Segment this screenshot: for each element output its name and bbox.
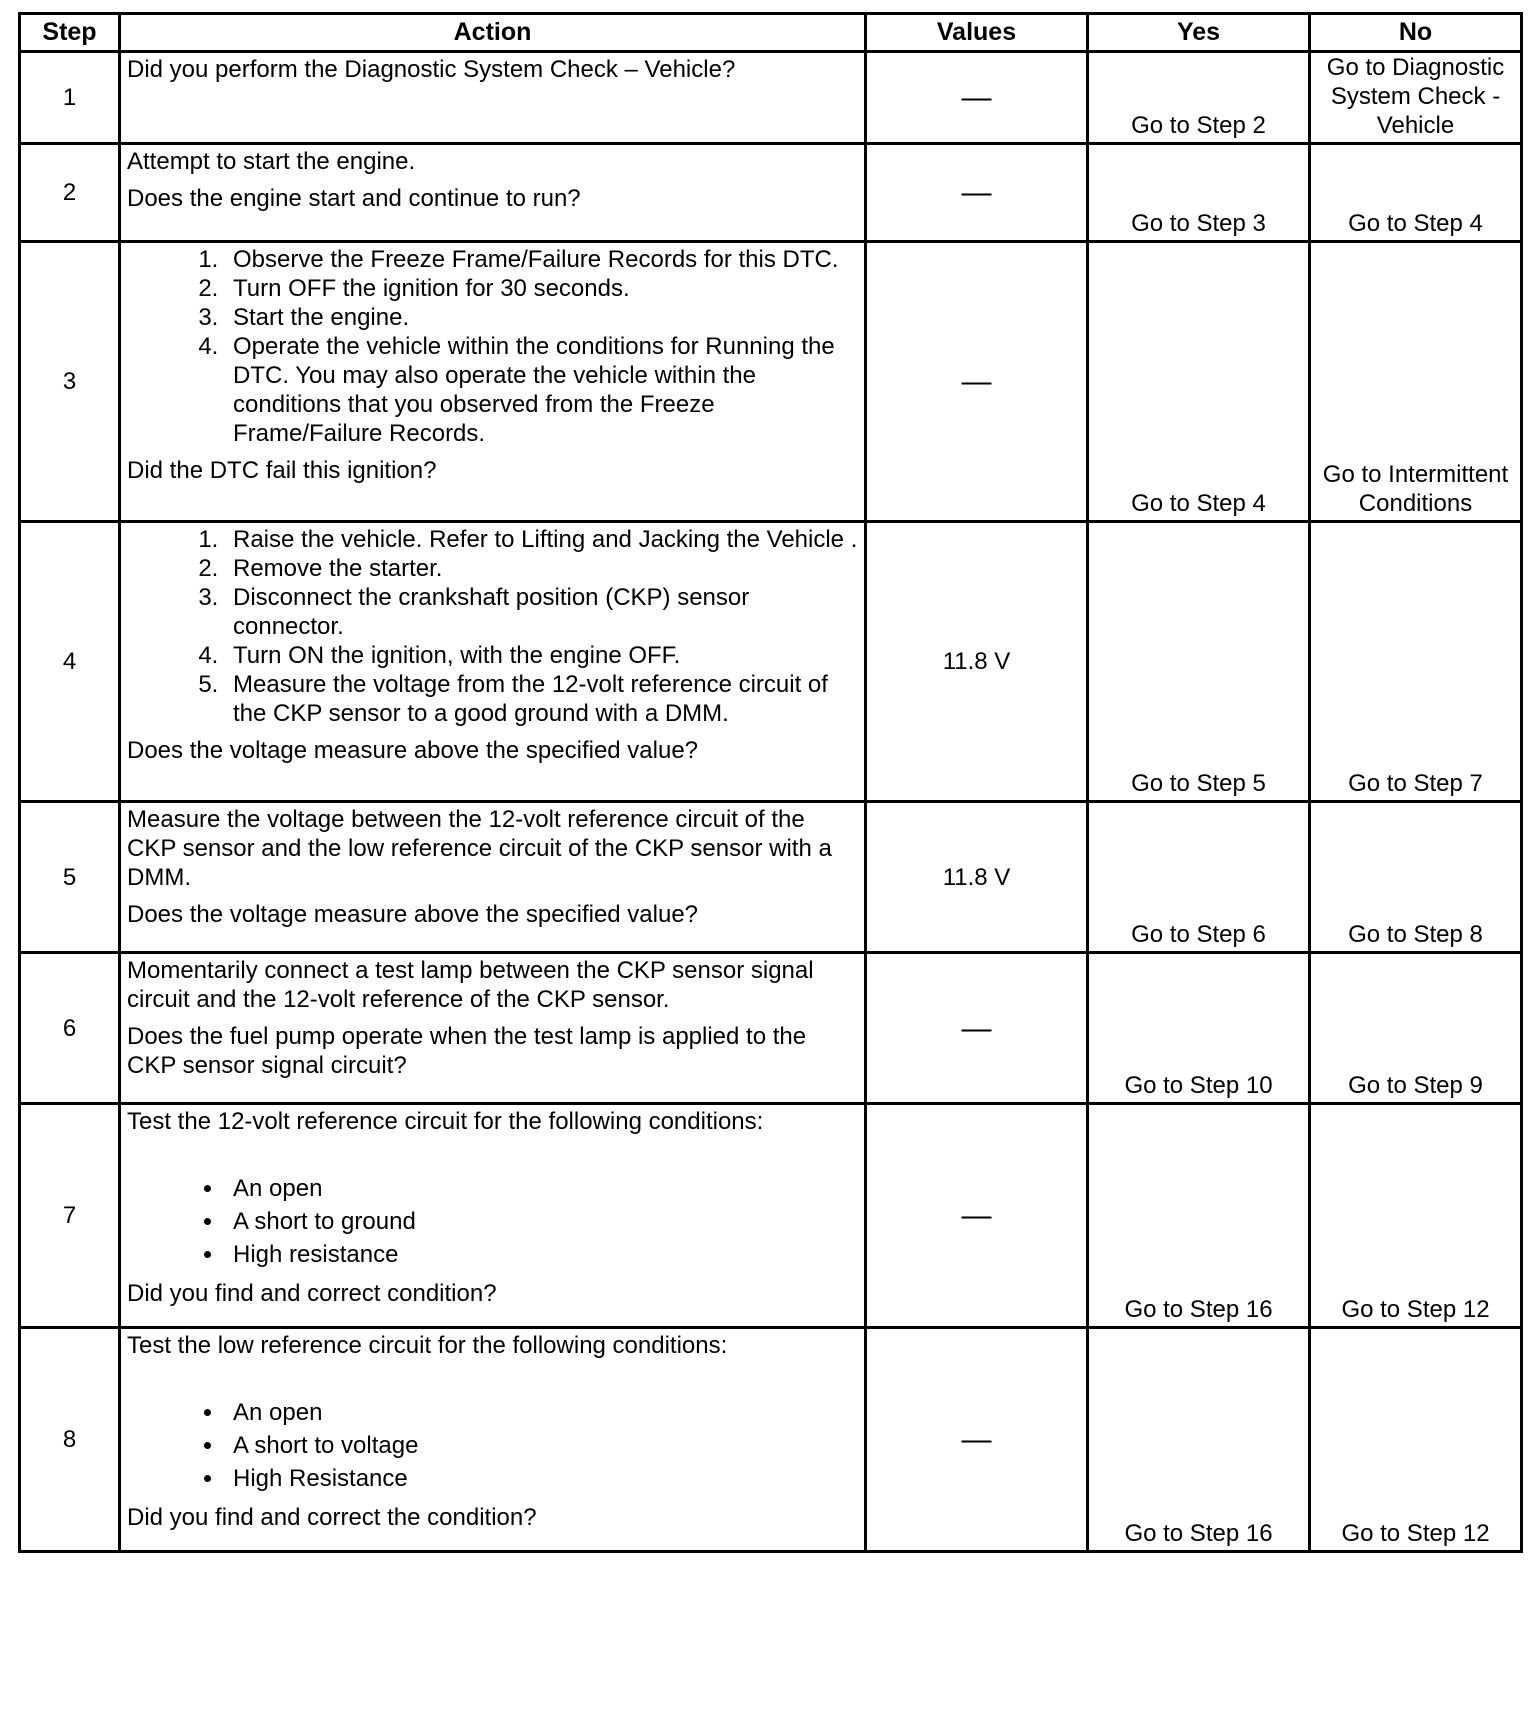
action-content xyxy=(121,954,864,1083)
step-number: 8 xyxy=(20,1328,120,1552)
action-cell xyxy=(120,1328,866,1552)
action-cell xyxy=(120,522,866,802)
procedure-item: 2. Remove the starter. xyxy=(225,554,858,583)
values-cell: — xyxy=(866,1328,1088,1552)
action-text: Did you perform the Diagnostic System Check – Vehicle? xyxy=(127,56,736,83)
no-result: Go to Step 8 xyxy=(1310,802,1522,953)
values-cell: — xyxy=(866,1104,1088,1328)
procedure-item: 4. Turn ON the ignition, with the engine OFF. xyxy=(225,641,858,670)
yes-result: Go to Step 16 xyxy=(1088,1104,1310,1328)
procedure-item: 2. Turn OFF the ignition for 30 seconds. xyxy=(225,274,858,303)
step-number: 4 xyxy=(20,522,120,802)
action-text: Attempt to start the engine. xyxy=(127,148,416,175)
header-action: Action xyxy=(120,14,866,52)
step-number: 2 xyxy=(20,144,120,242)
values-cell: — xyxy=(866,144,1088,242)
action-question: Does the fuel pump operate when the test lamp is applied to the CKP sensor signal circuit? xyxy=(127,1023,807,1079)
action-cell xyxy=(120,242,866,522)
action-text: Test the 12-volt reference circuit for the following conditions: xyxy=(127,1108,764,1135)
action-content xyxy=(121,523,864,768)
values-cell: 11.8 V xyxy=(866,522,1088,802)
yes-result: Go to Step 6 xyxy=(1088,802,1310,953)
table-row xyxy=(20,522,1522,802)
action-cell xyxy=(120,953,866,1104)
condition-item: • High Resistance xyxy=(225,1462,858,1495)
step-number: 7 xyxy=(20,1104,120,1328)
procedure-item: 1. Raise the vehicle. Refer to Lifting and Jacking the Vehicle . xyxy=(225,525,858,554)
action-body xyxy=(127,55,858,84)
action-content xyxy=(121,145,864,216)
table-row xyxy=(20,1328,1522,1552)
no-result: Go to Step 12 xyxy=(1310,1328,1522,1552)
header-row xyxy=(20,14,1522,52)
condition-item: • High resistance xyxy=(225,1238,858,1271)
condition-item: • An open xyxy=(225,1172,858,1205)
no-result: Go to Step 9 xyxy=(1310,953,1522,1104)
table-row xyxy=(20,802,1522,953)
action-text: Measure the voltage between the 12-volt reference circuit of the CKP sensor and the low reference circuit of the CKP sensor with a DMM. xyxy=(127,806,832,891)
condition-item: • A short to voltage xyxy=(225,1429,858,1462)
yes-result: Go to Step 3 xyxy=(1088,144,1310,242)
action-body xyxy=(127,956,858,1014)
action-cell xyxy=(120,52,866,144)
action-body xyxy=(127,805,858,892)
no-result: Go to Step 12 xyxy=(1310,1104,1522,1328)
action-cell xyxy=(120,802,866,953)
action-question: Does the voltage measure above the specified value? xyxy=(127,737,699,764)
condition-item: • An open xyxy=(225,1396,858,1429)
procedure-list xyxy=(127,245,858,448)
header-values: Values xyxy=(866,14,1088,52)
table-row xyxy=(20,953,1522,1104)
step-number: 1 xyxy=(20,52,120,144)
table-row xyxy=(20,242,1522,522)
action-body xyxy=(127,1107,858,1271)
diagnostic-table xyxy=(18,12,1523,1553)
action-body xyxy=(127,525,858,728)
no-result: Go to Intermittent Conditions xyxy=(1310,242,1522,522)
action-content xyxy=(121,1329,864,1535)
header-yes: Yes xyxy=(1088,14,1310,52)
table-row xyxy=(20,52,1522,144)
header-no: No xyxy=(1310,14,1522,52)
no-result: Go to Step 4 xyxy=(1310,144,1522,242)
yes-result: Go to Step 5 xyxy=(1088,522,1310,802)
action-body xyxy=(127,147,858,176)
action-text: Test the low reference circuit for the following conditions: xyxy=(127,1332,728,1359)
action-content xyxy=(121,1105,864,1311)
table-row xyxy=(20,1104,1522,1328)
values-cell: — xyxy=(866,52,1088,144)
action-question: Did you find and correct condition? xyxy=(127,1280,497,1307)
procedure-item: 5. Measure the voltage from the 12-volt reference circuit of the CKP sensor to a good ground with a DMM. xyxy=(225,670,858,728)
no-result: Go to Diagnostic System Check - Vehicle xyxy=(1310,52,1522,144)
yes-result: Go to Step 10 xyxy=(1088,953,1310,1104)
condition-list xyxy=(127,1172,858,1271)
action-content xyxy=(121,243,864,488)
yes-result: Go to Step 16 xyxy=(1088,1328,1310,1552)
table-row xyxy=(20,144,1522,242)
action-content xyxy=(121,803,864,932)
action-body xyxy=(127,245,858,448)
action-question: Did the DTC fail this ignition? xyxy=(127,457,437,484)
step-number: 6 xyxy=(20,953,120,1104)
action-question: Does the engine start and continue to run? xyxy=(127,185,581,212)
action-cell xyxy=(120,144,866,242)
action-body xyxy=(127,1331,858,1495)
yes-result: Go to Step 4 xyxy=(1088,242,1310,522)
condition-list xyxy=(127,1396,858,1495)
procedure-item: 3. Disconnect the crankshaft position (CKP) sensor connector. xyxy=(225,583,858,641)
no-result: Go to Step 7 xyxy=(1310,522,1522,802)
values-cell: — xyxy=(866,953,1088,1104)
procedure-item: 4. Operate the vehicle within the conditions for Running the DTC. You may also operate the vehicle within the conditions that you observed from the Freeze Frame/Failure Records. xyxy=(225,332,858,448)
procedure-item: 3. Start the engine. xyxy=(225,303,858,332)
action-question: Does the voltage measure above the specified value? xyxy=(127,901,699,928)
action-text: Momentarily connect a test lamp between the CKP sensor signal circuit and the 12-volt reference of the CKP sensor. xyxy=(127,957,814,1013)
procedure-list xyxy=(127,525,858,728)
values-cell: 11.8 V xyxy=(866,802,1088,953)
action-cell xyxy=(120,1104,866,1328)
yes-result: Go to Step 2 xyxy=(1088,52,1310,144)
step-number: 3 xyxy=(20,242,120,522)
values-cell: — xyxy=(866,242,1088,522)
condition-item: • A short to ground xyxy=(225,1205,858,1238)
header-step: Step xyxy=(20,14,120,52)
action-content xyxy=(121,53,864,87)
action-question: Did you find and correct the condition? xyxy=(127,1504,537,1531)
step-number: 5 xyxy=(20,802,120,953)
procedure-item: 1. Observe the Freeze Frame/Failure Records for this DTC. xyxy=(225,245,858,274)
